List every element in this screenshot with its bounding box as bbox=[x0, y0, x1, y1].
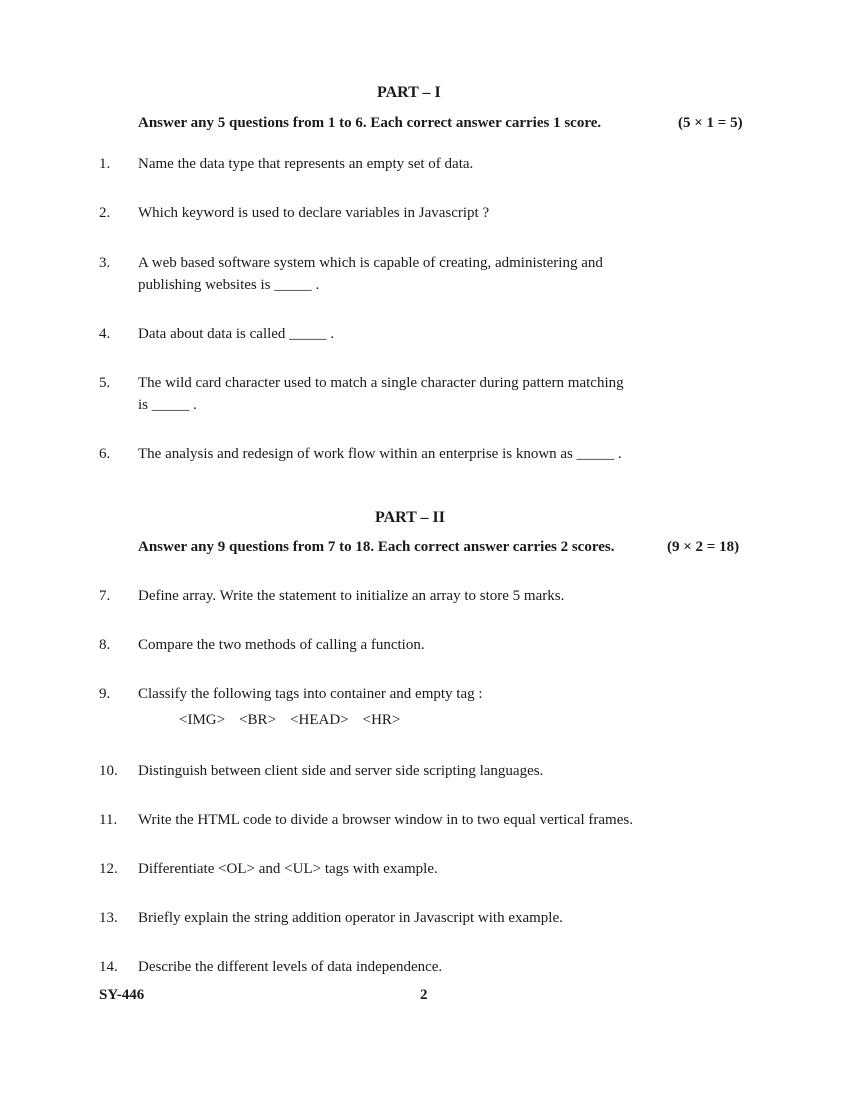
part2-instruction: Answer any 9 questions from 7 to 18. Each correct answer carries 2 scores. bbox=[138, 539, 615, 555]
part2-marks: (9 × 2 = 18) bbox=[667, 539, 740, 555]
tag-item: <HEAD> bbox=[290, 712, 349, 728]
question-text: Classify the following tags into container and empty tag : bbox=[138, 686, 483, 702]
question-text-line: The wild card character used to match a single character during pattern matching bbox=[138, 375, 624, 391]
question-text: Which keyword is used to declare variables in Javascript ? bbox=[138, 205, 490, 221]
question-text: Name the data type that represents an empty set of data. bbox=[138, 156, 474, 172]
tag-item: <HR> bbox=[362, 712, 401, 728]
question-text-line: A web based software system which is capable of creating, administering and bbox=[138, 255, 603, 271]
question-text: The analysis and redesign of work flow within an enterprise is known as _____ . bbox=[138, 446, 622, 462]
question-number: 1. bbox=[99, 156, 111, 172]
question-number: 8. bbox=[99, 637, 111, 653]
tag-list bbox=[179, 712, 414, 729]
part1-instruction: Answer any 5 questions from 1 to 6. Each correct answer carries 1 score. bbox=[138, 115, 602, 131]
part1-marks: (5 × 1 = 5) bbox=[678, 115, 743, 131]
part2-heading: PART – II bbox=[375, 509, 445, 526]
question-text: Distinguish between client side and server side scripting languages. bbox=[138, 763, 544, 779]
question-number: 9. bbox=[99, 686, 111, 702]
question-text: Compare the two methods of calling a function. bbox=[138, 637, 425, 653]
question-number: 10. bbox=[99, 763, 118, 779]
question-text: Differentiate <OL> and <UL> tags with example. bbox=[138, 861, 438, 877]
question-number: 6. bbox=[99, 446, 111, 462]
question-number: 3. bbox=[99, 255, 111, 271]
question-text-line: publishing websites is _____ . bbox=[138, 277, 320, 293]
page-number: 2 bbox=[420, 987, 428, 1003]
question-number: 13. bbox=[99, 910, 118, 926]
question-text-line: is _____ . bbox=[138, 397, 197, 413]
part1-heading: PART – I bbox=[377, 84, 441, 101]
paper-code: SY-446 bbox=[99, 987, 145, 1003]
tag-item: <IMG> bbox=[179, 712, 226, 728]
question-text: Data about data is called _____ . bbox=[138, 326, 335, 342]
question-text: Briefly explain the string addition operator in Javascript with example. bbox=[138, 910, 563, 926]
tag-item: <BR> bbox=[239, 712, 277, 728]
question-number: 11. bbox=[99, 812, 118, 828]
question-number: 14. bbox=[99, 959, 118, 975]
question-text: Describe the different levels of data independence. bbox=[138, 959, 443, 975]
question-number: 5. bbox=[99, 375, 111, 391]
question-number: 12. bbox=[99, 861, 118, 877]
question-text: Write the HTML code to divide a browser window in to two equal vertical frames. bbox=[138, 812, 633, 828]
question-number: 4. bbox=[99, 326, 111, 342]
question-number: 2. bbox=[99, 205, 111, 221]
question-number: 7. bbox=[99, 588, 111, 604]
question-text: Define array. Write the statement to initialize an array to store 5 marks. bbox=[138, 588, 565, 604]
